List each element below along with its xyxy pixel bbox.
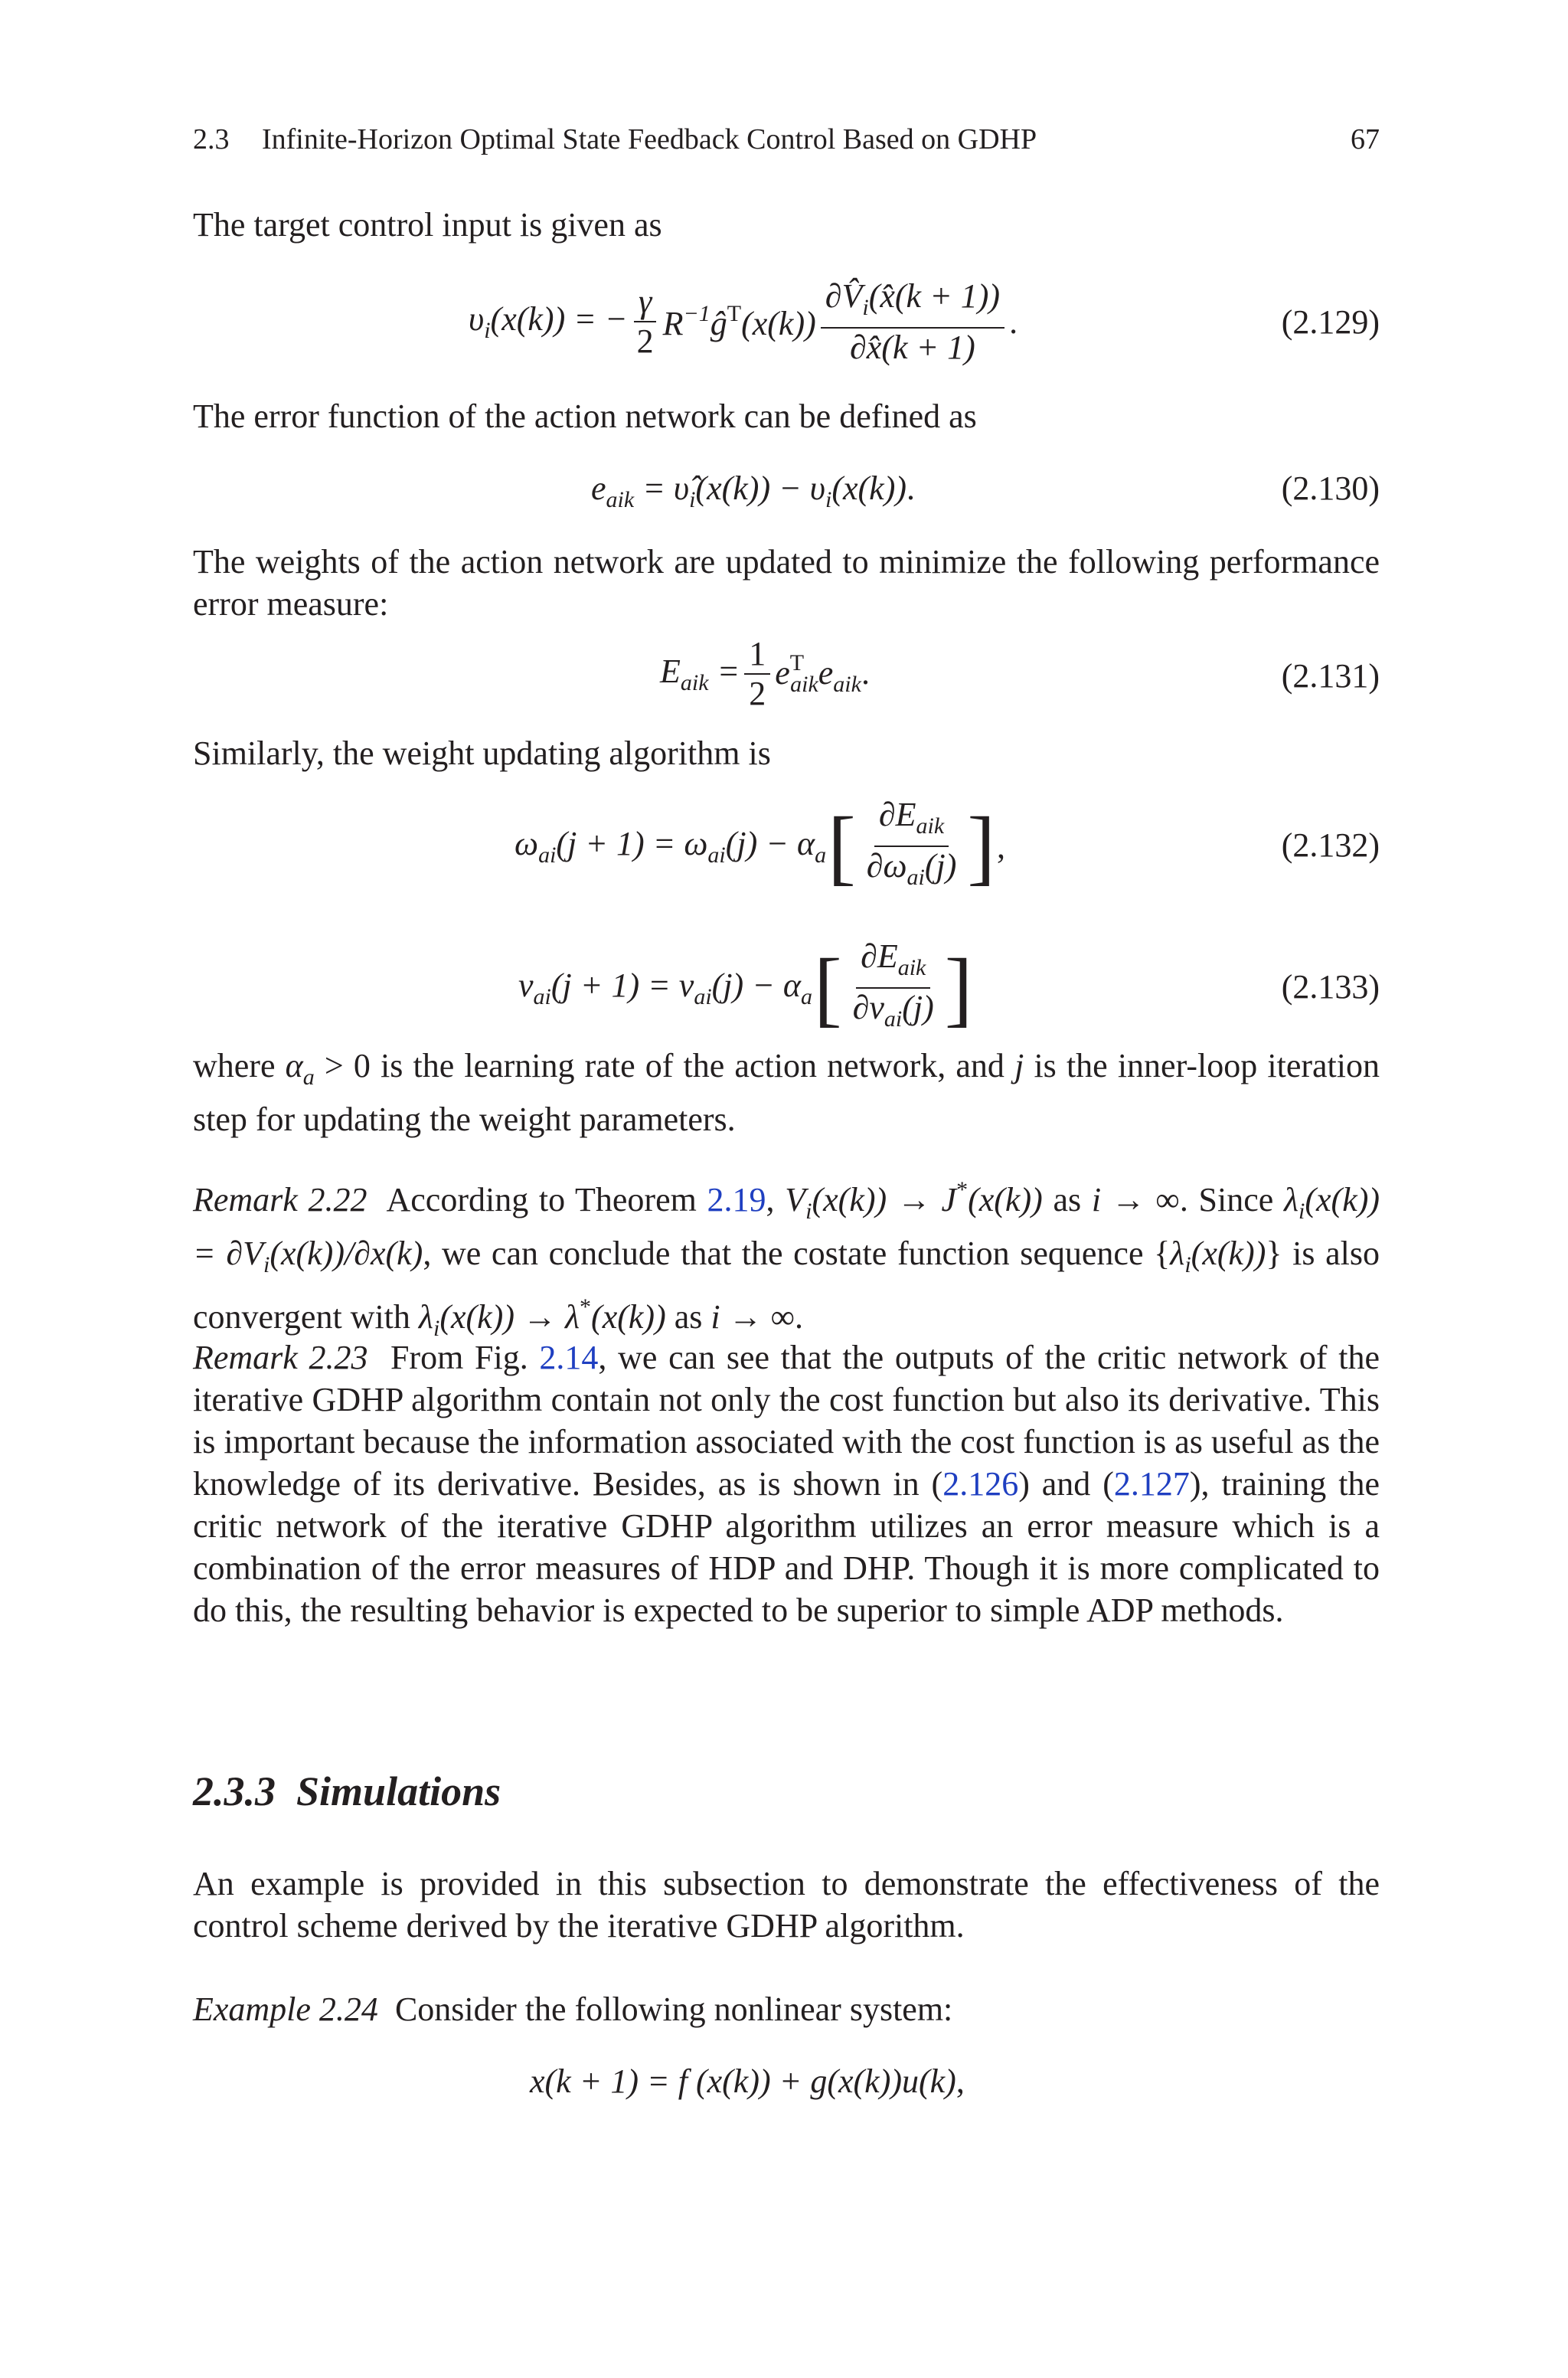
equation-link-2-126[interactable]: 2.126 [942,1465,1019,1503]
equation-2-133: $\nu_{ai}(j + 1) = \nu_{ai}(j) - \alpha_a$ [ $\frac{\partial E_{aik}}{\partial\nu_{ai}(j)}$ ] (2.133) [518,937,1380,1035]
paragraph-example-intro: An example is provided in this subsection to demonstrate the effectiveness of the control scheme derived by the iterative GDHP algorithm. [193,1865,1380,1945]
remark-label: Remark 2.22 [193,1181,368,1218]
equation-number: (2.132) [1281,826,1380,864]
theorem-link[interactable]: 2.19 [707,1181,766,1218]
equation-link-2-127[interactable]: 2.127 [1113,1465,1190,1503]
header-section-number: 2.3 [193,123,230,155]
equation-2-131: $E_{aik}$ = $\frac{1}{2}$ $e^T_{aik}e_{aik}$. (2.131) [660,635,1380,712]
remark-label: Remark 2.23 [193,1339,368,1376]
equation-number: (2.129) [1281,303,1380,341]
example-label: Example 2.24 [193,1990,378,2028]
section-title: Simulations [296,1768,501,1814]
equation-2-132: $\omega_{ai}(j + 1) = \omega_{ai}(j) - \alpha_a$ [ $\frac{\partial E_{aik}}{\partial\omega_{ai}(j)}$ ] , (2.132) [514,796,1380,893]
equation-number: (2.131) [1281,657,1380,695]
paragraph-similarly: Similarly, the weight updating algorithm is [193,734,771,772]
paragraph-target-control: The target control input is given as [193,206,662,244]
paragraph-weights-update: The weights of the action network are updated to minimize the following performance error measure: [193,543,1380,623]
equation-2-130: $e_{aik}$ = $\upsilon̂_i(x(k)) - \upsilon_i(x(k))$. (2.130) [591,469,1380,512]
example-2-24: Example 2.24 Consider the following nonlinear system: [193,1990,953,2028]
equation-number: (2.130) [1281,469,1380,507]
header-title: Infinite-Horizon Optimal State Feedback Control Based on GDHP [262,123,1037,155]
equation-number: (2.133) [1281,968,1380,1006]
paragraph-error-function: The error function of the action network can be defined as [193,397,977,435]
remark-2-22: Remark 2.22 According to Theorem 2.19, $V_i(x(k)) \to J^*(x(k))$ as i → ∞. Since $\lambda_i(x(k)) = \partial V_i(x(k))/\partial x(k)$, we can conclude that the costate function sequence $\{\lambda_i(x(k))\}$ is also convergent with $\lambda_i(x(k)) \to \lambda^*(x(k))$ as i → ∞. [193,1177,1380,1341]
section-heading [193,1768,501,1815]
equation-2-129: $\upsilon_i(x(k))$ = − $\frac{\gamma}{2}$ $R^{-1}ĝ^T(x(k))$ $\frac{\partial V̂_i(x̂(k + 1))}{\partial x̂(k + 1)}$ . (2.129) [469,276,1380,366]
remark-2-23: Remark 2.23 From Fig. 2.14, we can see that the outputs of the critic network of the iterative GDHP algorithm contain not only the cost function but also its derivative. This is important because the information associated with the cost function is as useful as the knowledge of its derivative. Besides, as is shown in (2.126) and (2.127), training the critic network of the iterative GDHP algorithm utilizes an error measure which is a combination of the error measures of HDP and DHP. Though it is more complicated to do this, the resulting behavior is expected to be superior to simple ADP methods. [193,1339,1380,1629]
equation-system: x(k + 1) = f (x(k)) + g(x(k))u(k), [530,2062,965,2100]
figure-link[interactable]: 2.14 [539,1339,599,1376]
paragraph-where-alpha: where $\alpha_a > 0$ is the learning rate of the action network, and j is the inner-loop iteration step for updating the weight parameters. [193,1047,1380,1138]
section-number: 2.3.3 [193,1768,276,1814]
page-number: 67 [1351,123,1380,155]
